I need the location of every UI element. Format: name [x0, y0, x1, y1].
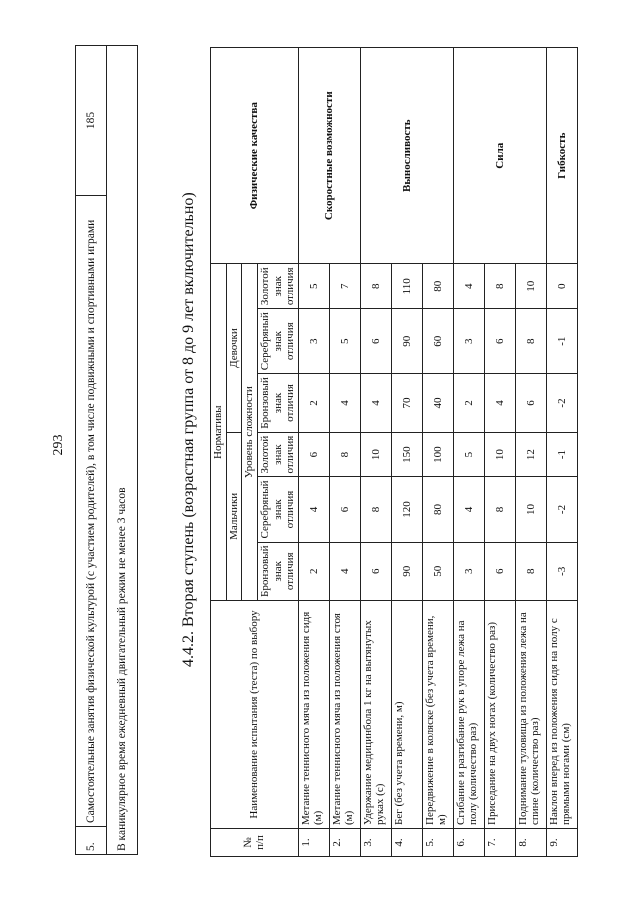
boys-bronze: 8: [515, 542, 546, 600]
page-number: 293: [51, 434, 66, 456]
row-num: 8.: [515, 829, 546, 857]
boys-gold: 10: [484, 432, 515, 477]
girls-bronze: -2: [546, 374, 577, 432]
girls-gold: 7: [329, 264, 360, 309]
header-boys: Мальчики: [226, 432, 242, 600]
header-boys-silver: Серебряный знак отличия: [257, 477, 298, 542]
girls-bronze: 4: [329, 374, 360, 432]
boys-bronze: 50: [422, 542, 453, 600]
girls-bronze: 2: [298, 374, 329, 432]
test-name: Передвижение в коляске (без учета времени, м): [422, 601, 453, 829]
normatives-table: [210, 47, 578, 857]
activity-text: Самостоятельные занятия физической культурой (с участием родителей), в том числе подвижными и спортивными играми: [76, 196, 107, 827]
header-num: № п/п: [211, 829, 299, 857]
row-num: 1.: [298, 829, 329, 857]
girls-gold: 8: [484, 264, 515, 309]
girls-gold: 110: [391, 264, 422, 309]
table-row: [107, 46, 138, 855]
boys-silver: 80: [422, 477, 453, 542]
boys-gold: 12: [515, 432, 546, 477]
boys-silver: 120: [391, 477, 422, 542]
girls-gold: 0: [546, 264, 577, 309]
test-name: Бег (без учета времени, м): [391, 601, 422, 829]
boys-bronze: 3: [453, 542, 484, 600]
header-boys-gold: Золотой знак отличия: [257, 432, 298, 477]
boys-bronze: -3: [546, 542, 577, 600]
boys-gold: -1: [546, 432, 577, 477]
row-num: 2.: [329, 829, 360, 857]
table-row: [546, 48, 577, 857]
girls-gold: 80: [422, 264, 453, 309]
girls-silver: -1: [546, 309, 577, 374]
boys-silver: -2: [546, 477, 577, 542]
row-num: 4.: [391, 829, 422, 857]
header-girls-bronze: Бронзовый знак отличия: [257, 374, 298, 432]
boys-gold: 5: [453, 432, 484, 477]
header-name: Наименование испытания (теста) по выбору: [211, 601, 299, 829]
girls-bronze: 6: [515, 374, 546, 432]
header-girls-silver: Серебряный знак отличия: [257, 309, 298, 374]
boys-gold: 100: [422, 432, 453, 477]
girls-silver: 3: [453, 309, 484, 374]
girls-silver: 8: [515, 309, 546, 374]
girls-silver: 6: [360, 309, 391, 374]
boys-bronze: 6: [360, 542, 391, 600]
girls-gold: 10: [515, 264, 546, 309]
quality-strength: Сила: [453, 48, 546, 264]
girls-bronze: 4: [360, 374, 391, 432]
girls-gold: 8: [360, 264, 391, 309]
top-table: [75, 45, 138, 855]
quality-flexibility: Гибкость: [546, 48, 577, 264]
row-num: 9.: [546, 829, 577, 857]
boys-bronze: 6: [484, 542, 515, 600]
test-name: Удержание медицинбола 1 кг на вытянутых руках (с): [360, 601, 391, 829]
boys-gold: 150: [391, 432, 422, 477]
test-name: Наклон вперед из положения сидя на полу с прямыми ногами (см): [546, 601, 577, 829]
table-row: [298, 48, 329, 857]
header-girls: Девочки: [226, 264, 242, 432]
boys-silver: 8: [360, 477, 391, 542]
row-num: 7.: [484, 829, 515, 857]
header-level: Уровень сложности: [242, 264, 258, 601]
boys-bronze: 2: [298, 542, 329, 600]
boys-gold: 10: [360, 432, 391, 477]
test-name: Поднимание туловища из положения лежа на спине (количество раз): [515, 601, 546, 829]
boys-silver: 8: [484, 477, 515, 542]
girls-bronze: 4: [484, 374, 515, 432]
girls-bronze: 70: [391, 374, 422, 432]
girls-bronze: 2: [453, 374, 484, 432]
table-row: [453, 48, 484, 857]
test-name: Приседание на двух ногах (количество раз): [484, 601, 515, 829]
test-name: Сгибание и разгибание рук в упоре лежа на полу (количество раз): [453, 601, 484, 829]
row-num: 3.: [360, 829, 391, 857]
boys-bronze: 4: [329, 542, 360, 600]
quality-speed: Скоростные возможности: [298, 48, 360, 264]
boys-silver: 6: [329, 477, 360, 542]
boys-silver: 10: [515, 477, 546, 542]
girls-bronze: 40: [422, 374, 453, 432]
boys-bronze: 90: [391, 542, 422, 600]
boys-silver: 4: [298, 477, 329, 542]
row-number: 5.: [76, 827, 107, 855]
row-num: 6.: [453, 829, 484, 857]
header-girls-gold: Золотой знак отличия: [257, 264, 298, 309]
test-name: Метание теннисного мяча из положения стоя (м): [329, 601, 360, 829]
girls-gold: 4: [453, 264, 484, 309]
header-normatives: Нормативы: [211, 264, 227, 601]
header-boys-bronze: Бронзовый знак отличия: [257, 542, 298, 600]
header-qualities: Физические качества: [211, 48, 299, 264]
girls-silver: 60: [422, 309, 453, 374]
boys-silver: 4: [453, 477, 484, 542]
table-row: [360, 48, 391, 857]
table-row: [76, 46, 107, 855]
row-num: 5.: [422, 829, 453, 857]
girls-silver: 6: [484, 309, 515, 374]
girls-gold: 5: [298, 264, 329, 309]
boys-gold: 8: [329, 432, 360, 477]
activity-value: 185: [76, 46, 107, 196]
girls-silver: 5: [329, 309, 360, 374]
boys-gold: 6: [298, 432, 329, 477]
vacation-note: В каникулярное время ежедневный двигательный режим не менее 3 часов: [107, 46, 138, 855]
test-name: Метание теннисного мяча из положения сидя (м): [298, 601, 329, 829]
girls-silver: 3: [298, 309, 329, 374]
quality-endurance: Выносливость: [360, 48, 453, 264]
section-heading: 4.4.2. Вторая ступень (возрастная группа от 8 до 9 лет включительно): [180, 192, 197, 667]
girls-silver: 90: [391, 309, 422, 374]
